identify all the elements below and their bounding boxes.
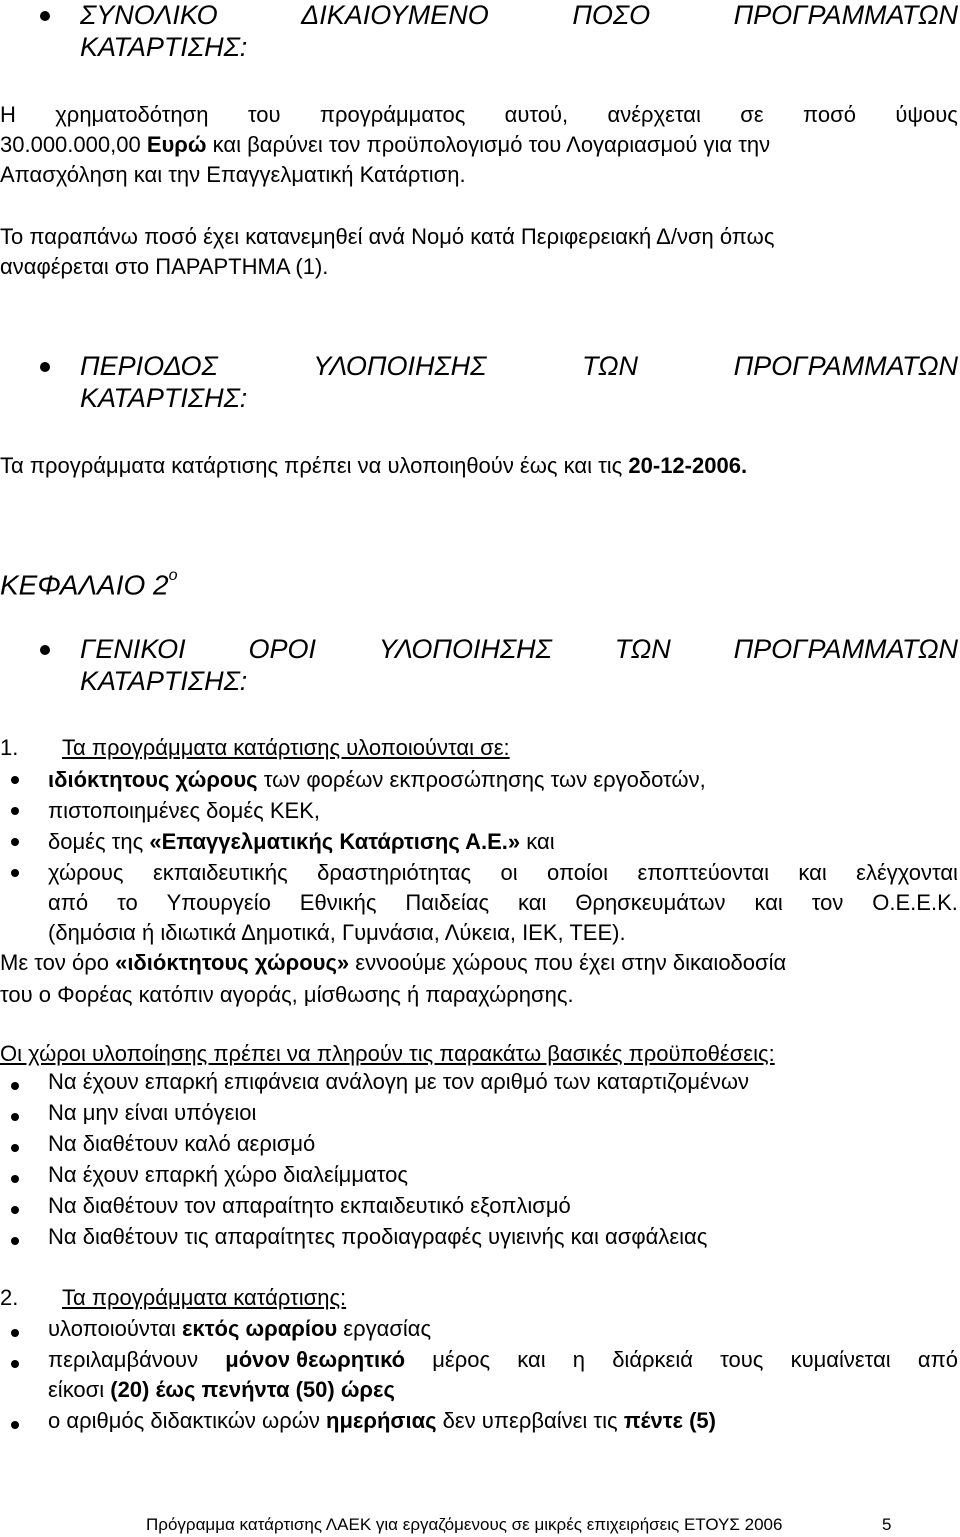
bold-term: ιδιόκτητους χώρους — [48, 767, 258, 792]
section-heading-terms — [80, 634, 958, 664]
word: ελέγχονται — [856, 860, 958, 885]
list-item — [48, 1314, 960, 1344]
chapter-title — [0, 565, 960, 600]
word: και — [754, 890, 783, 915]
numbered-item — [0, 733, 960, 763]
heading-word: ΠΡΟΓΡΑΜΜΑΤΩΝ — [733, 351, 958, 381]
bullet — [11, 1421, 19, 1429]
word: ύψους — [895, 102, 958, 127]
list-item — [48, 1406, 960, 1436]
word: του — [247, 102, 281, 127]
word: Εθνικής — [299, 890, 377, 915]
word: από — [48, 890, 89, 915]
requirement-item: Να μην είναι υπόγειοι — [48, 1100, 257, 1125]
paragraph-line — [0, 100, 958, 130]
heading-word: ΠΟΣΟ — [572, 0, 651, 30]
bullet — [40, 645, 50, 655]
word: Υπουργείο — [166, 890, 271, 915]
bullet — [11, 1113, 19, 1121]
item-title: Τα προγράμματα κατάρτισης: — [62, 1285, 347, 1310]
requirement-item: Να έχουν επαρκή χώρο διαλείμματος — [48, 1162, 408, 1187]
word: και — [518, 890, 547, 915]
text: δεν υπερβαίνει τις — [436, 1408, 624, 1433]
bullet — [11, 1360, 19, 1368]
page-number: 5 — [882, 1515, 892, 1534]
word: από — [917, 1347, 958, 1372]
requirements-intro: Οι χώροι υλοποίησης πρέπει να πληρούν τις παρακάτω βασικές προϋποθέσεις: — [0, 1041, 775, 1066]
bold-term: πέντε (5) — [623, 1408, 716, 1433]
requirement-item: Να έχουν επαρκή επιφάνεια ανάλογη με τον αριθμό των καταρτιζομένων — [48, 1069, 750, 1094]
list-item — [48, 765, 960, 795]
word: χώρους — [48, 860, 124, 885]
heading-word: ΔΙΚΑΙΟΥΜΕΝΟ — [301, 0, 489, 30]
word: μέρος — [432, 1347, 491, 1372]
word: κυμαίνεται — [790, 1347, 891, 1372]
text: είκοσι — [48, 1377, 111, 1402]
word: σε — [740, 102, 764, 127]
bold-term: μόνον θεωρητικό — [225, 1347, 406, 1372]
amount: 30.000.000,00 — [0, 132, 141, 157]
word: Παιδείας — [405, 890, 490, 915]
text: εργασίας — [337, 1316, 432, 1341]
item-title: Τα προγράμματα κατάρτισης υλοποιούνται σε: — [62, 735, 510, 760]
word: χρηματοδότηση — [55, 102, 209, 127]
heading-word: ΟΡΟΙ — [248, 634, 316, 664]
paragraph-line — [0, 451, 960, 481]
heading-word: ΠΡΟΓΡΑΜΜΑΤΩΝ — [733, 634, 958, 664]
word: ανέρχεται — [607, 102, 701, 127]
text: εννοούμε χώρους που έχει στην δικαιοδοσία — [349, 950, 787, 975]
word: Η — [0, 102, 16, 127]
bullet — [11, 776, 19, 784]
heading-word: ΠΕΡΙΟΔΟΣ — [80, 351, 218, 381]
list-item-continuation — [48, 888, 958, 918]
bullet — [40, 11, 50, 21]
bullet — [11, 1206, 19, 1214]
requirement-item: Να διαθέτουν καλό αερισμό — [48, 1131, 316, 1156]
word: εποπτεύονται — [637, 860, 769, 885]
text: ο αριθμός διδακτικών ωρών — [48, 1408, 327, 1433]
word: προγράμματος — [319, 102, 466, 127]
bullet — [11, 869, 19, 877]
text: των φορέων εκπροσώπησης των εργοδοτών, — [257, 767, 706, 792]
paragraph-line: Το παραπάνω ποσό έχει κατανεμηθεί ανά Νομό κατά Περιφερειακή Δ/νση όπως — [0, 224, 775, 249]
bullet — [11, 1082, 19, 1090]
text: Με τον όρο — [0, 950, 116, 975]
section-heading-line2: ΚΑΤΑΡΤΙΣΗΣ: — [80, 383, 248, 413]
word: αυτού, — [504, 102, 569, 127]
word: τον — [811, 890, 844, 915]
paragraph-line — [0, 130, 960, 160]
chapter-superscript: ο — [168, 567, 178, 584]
word: δραστηριότητας — [317, 860, 472, 885]
list-item — [48, 1345, 958, 1375]
paragraph-line: Απασχόληση και την Επαγγελματική Κατάρτιση. — [0, 162, 466, 187]
word: η — [572, 1347, 586, 1372]
list-item-continuation — [48, 1375, 960, 1405]
list-item — [48, 827, 960, 857]
section-heading-total-amount — [80, 0, 958, 30]
heading-word: ΣΥΝΟΛΙΚΟ — [80, 0, 218, 30]
text: . — [740, 453, 748, 478]
currency: Ευρώ — [146, 132, 207, 157]
paragraph-line: αναφέρεται στο ΠΑΡΑΡΤΗΜΑ (1). — [0, 254, 329, 279]
text: υλοποιούνται — [48, 1316, 182, 1341]
heading-word: ΓΕΝΙΚΟΙ — [80, 634, 186, 664]
word: και — [798, 860, 827, 885]
text: και — [520, 829, 555, 854]
text: Τα προγράμματα κατάρτισης πρέπει να υλοποιηθούν έως και τις — [0, 453, 623, 478]
word: οποίοι — [547, 860, 609, 885]
numbered-item — [0, 1283, 960, 1313]
bold-term: εκτός ωραρίου — [181, 1316, 338, 1341]
chapter-label: ΚΕΦΑΛΑΙΟ 2 — [0, 569, 169, 601]
heading-word: ΥΛΟΠΟΙΗΣΗΣ — [378, 634, 552, 664]
bold-term: «Επαγγελματικής Κατάρτισης Α.Ε.» — [149, 829, 521, 854]
bold-term: «ιδιόκτητους χώρους» — [115, 950, 350, 975]
bold-term: (20) έως πενήντα (50) ώρες — [110, 1377, 395, 1402]
word: ποσό — [803, 102, 856, 127]
footer-text: Πρόγραμμα κατάρτισης ΛΑΕΚ για εργαζόμενους σε μικρές επιχειρήσεις ΕΤΟΥΣ 2006 — [146, 1515, 783, 1534]
deadline-date: 20-12-2006 — [628, 453, 741, 478]
bullet — [11, 838, 19, 846]
text: δομές της — [48, 829, 150, 854]
item-number: 1. — [0, 735, 19, 760]
bullet — [11, 807, 19, 815]
section-heading-line2: ΚΑΤΑΡΤΙΣΗΣ: — [80, 666, 248, 696]
text: και βαρύνει τον προϋπολογισμό του Λογαριασμού για την — [212, 132, 771, 157]
paragraph-line — [0, 948, 960, 978]
section-heading-line2: ΚΑΤΑΡΤΙΣΗΣ: — [80, 32, 248, 62]
bullet — [11, 1144, 19, 1152]
word: οι — [500, 860, 518, 885]
section-heading-period — [80, 351, 958, 381]
word: το — [117, 890, 138, 915]
list-item: πιστοποιημένες δομές ΚΕΚ, — [48, 798, 320, 823]
word: εκπαιδευτικής — [152, 860, 288, 885]
page-footer — [0, 1513, 960, 1537]
bullet — [40, 362, 50, 372]
bold-term: ημερήσιας — [326, 1408, 437, 1433]
word: περιλαμβάνουν — [48, 1347, 199, 1372]
bullet — [11, 1329, 19, 1337]
word: Ο.Ε.Ε.Κ. — [872, 890, 958, 915]
heading-word: ΠΡΟΓΡΑΜΜΑΤΩΝ — [733, 0, 958, 30]
heading-word: ΥΛΟΠΟΙΗΣΗΣ — [313, 351, 487, 381]
word: και — [517, 1347, 546, 1372]
requirement-item: Να διαθέτουν τις απαραίτητες προδιαγραφές υγιεινής και ασφάλειας — [48, 1224, 708, 1249]
list-item — [48, 858, 958, 888]
bullet — [11, 1175, 19, 1183]
heading-word: ΤΩΝ — [581, 351, 638, 381]
word: Θρησκευμάτων — [575, 890, 726, 915]
requirement-item: Να διαθέτουν τον απαραίτητο εκπαιδευτικό εξοπλισμό — [48, 1193, 571, 1218]
list-item-continuation: (δημόσια ή ιδιωτικά Δημοτικά, Γυμνάσια, Λύκεια, ΙΕΚ, ΤΕΕ). — [48, 920, 626, 945]
heading-word: ΤΩΝ — [614, 634, 671, 664]
word: τους — [720, 1347, 764, 1372]
item-number: 2. — [0, 1285, 19, 1310]
word: διάρκειά — [612, 1347, 693, 1372]
bullet — [11, 1237, 19, 1245]
paragraph-line: του ο Φορέας κατόπιν αγοράς, μίσθωσης ή παραχώρησης. — [0, 982, 574, 1007]
